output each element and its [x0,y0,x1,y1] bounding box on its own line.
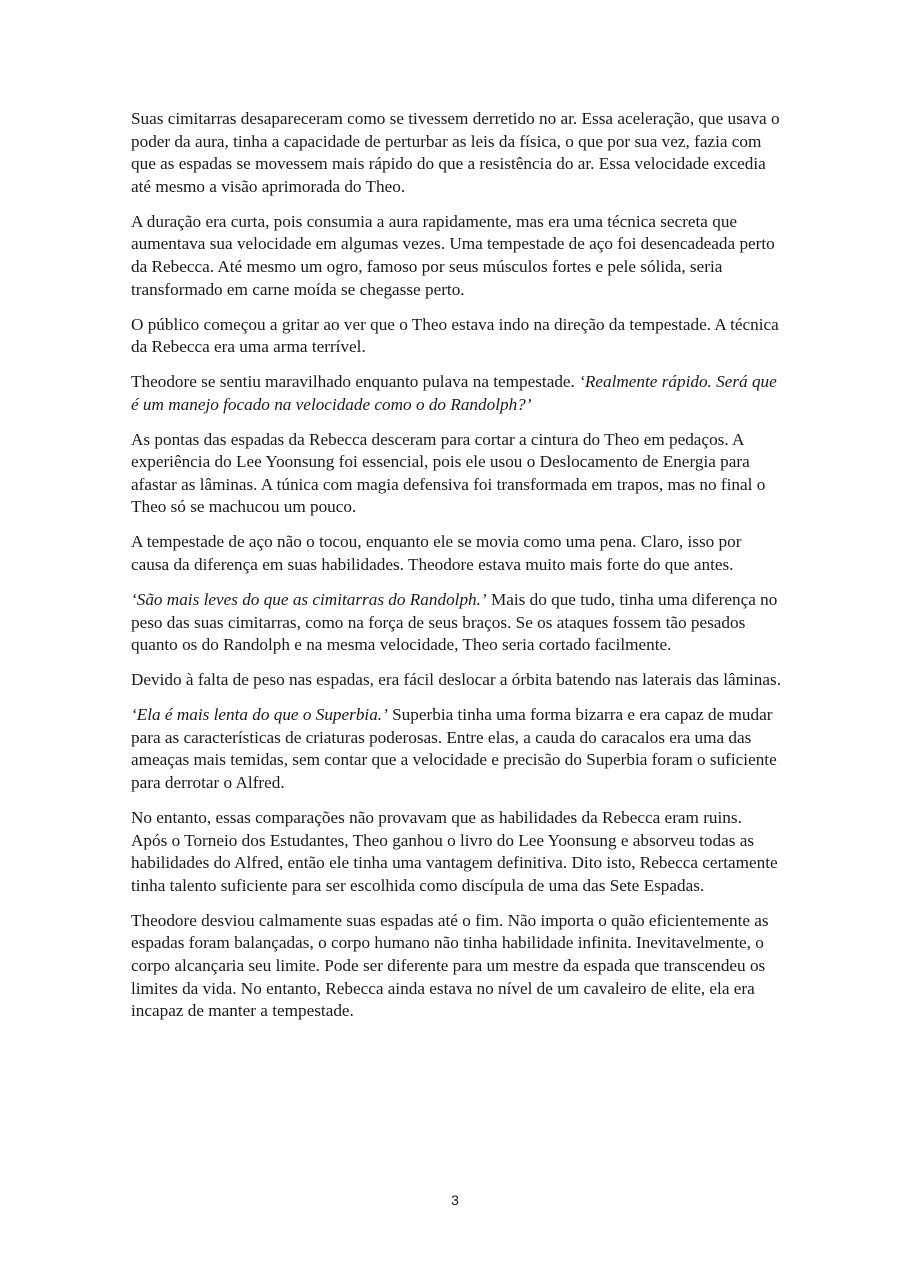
page-number: 3 [451,1192,459,1208]
paragraph [131,669,781,692]
italic-thought: ‘Ela é mais lenta do que o Superbia.’ [131,705,388,725]
text-run: A duração era curta, pois consumia a aura rapidamente, mas era uma técnica secreta que aumentava sua velocidade em algumas vezes. Uma tempestade de aço foi desencadeada perto da Rebecca. Até mesmo um ogro, famoso por seus músculos fortes e pele sólida, seria transformado em carne moída se chegasse perto. [131,211,775,299]
paragraph [131,704,781,794]
text-run: No entanto, essas comparações não provavam que as habilidades da Rebecca eram ruins. Após o Torneio dos Estudantes, Theo ganhou o livro do Lee Yoonsung e absorveu todas as habilidades do Alfred, então ele tinha uma vantagem definitiva. Dito isto, Rebecca certamente tinha talento suficiente para ser escolhida como discípula de uma das Sete Espadas. [131,807,778,895]
paragraph [131,807,781,897]
paragraph [131,371,781,416]
paragraph [131,211,781,301]
text-run: A tempestade de aço não o tocou, enquanto ele se movia como uma pena. Claro, isso por causa da diferença em suas habilidades. Theodore estava muito mais forte do que antes. [131,532,742,575]
paragraph [131,314,781,359]
text-run: Mais do que tudo, tinha uma diferença no peso das suas cimitarras, como na força de seus braços. Se os ataques fossem tão pesados quanto os do Randolph e na mesma velocidade, Theo seria cortado facilmente. [131,590,778,655]
text-run: Theodore desviou calmamente suas espadas até o fim. Não importa o quão eficientemente as espadas foram balançadas, o corpo humano não tinha habilidade infinita. Inevitavelmente, o corpo alcançaria seu limite. Pode ser diferente para um mestre da espada que transcendeu os limites da vida. No entanto, Rebecca ainda estava no nível de um cavaleiro de elite, ela era incapaz de manter a tempestade. [131,910,769,1021]
paragraph [131,108,781,198]
paragraph [131,429,781,519]
text-run: Devido à falta de peso nas espadas, era fácil deslocar a órbita batendo nas laterais das lâminas. [131,670,781,690]
text-run: Superbia tinha uma forma bizarra e era capaz de mudar para as características de criaturas poderosas. Entre elas, a cauda do caracalos era uma das ameaças mais temidas, sem contar que a velocidade e precisão do Superbia foram o suficiente para derrotar o Alfred. [131,705,777,792]
text-run: Theodore se sentiu maravilhado enquanto pulava na tempestade. [131,372,580,392]
italic-thought: ‘São mais leves do que as cimitarras do Randolph.’ [131,590,487,610]
paragraph [131,531,781,576]
body-text [131,108,781,1035]
text-run: O público começou a gritar ao ver que o Theo estava indo na direção da tempestade. A técnica da Rebecca era uma arma terrível. [131,314,779,357]
text-run: As pontas das espadas da Rebecca desceram para cortar a cintura do Theo em pedaços. A experiência do Lee Yoonsung foi essencial, pois ele usou o Deslocamento de Energia para afastar as lâminas. A túnica com magia defensiva foi transformada em trapos, mas no final o Theo só se machucou um pouco. [131,429,766,517]
paragraph [131,589,781,657]
italic-thought: ‘Realmente rápido. Será que é um manejo focado na velocidade como o do Randolph?’ [131,372,777,414]
text-run: Suas cimitarras desapareceram como se tivessem derretido no ar. Essa aceleração, que usava o poder da aura, tinha a capacidade de perturbar as leis da física, o que por sua vez, fazia com que as espadas se movessem mais rápido do que a resistência do ar. Essa velocidade excedia até mesmo a visão aprimorada do Theo. [131,109,780,196]
paragraph [131,910,781,1023]
